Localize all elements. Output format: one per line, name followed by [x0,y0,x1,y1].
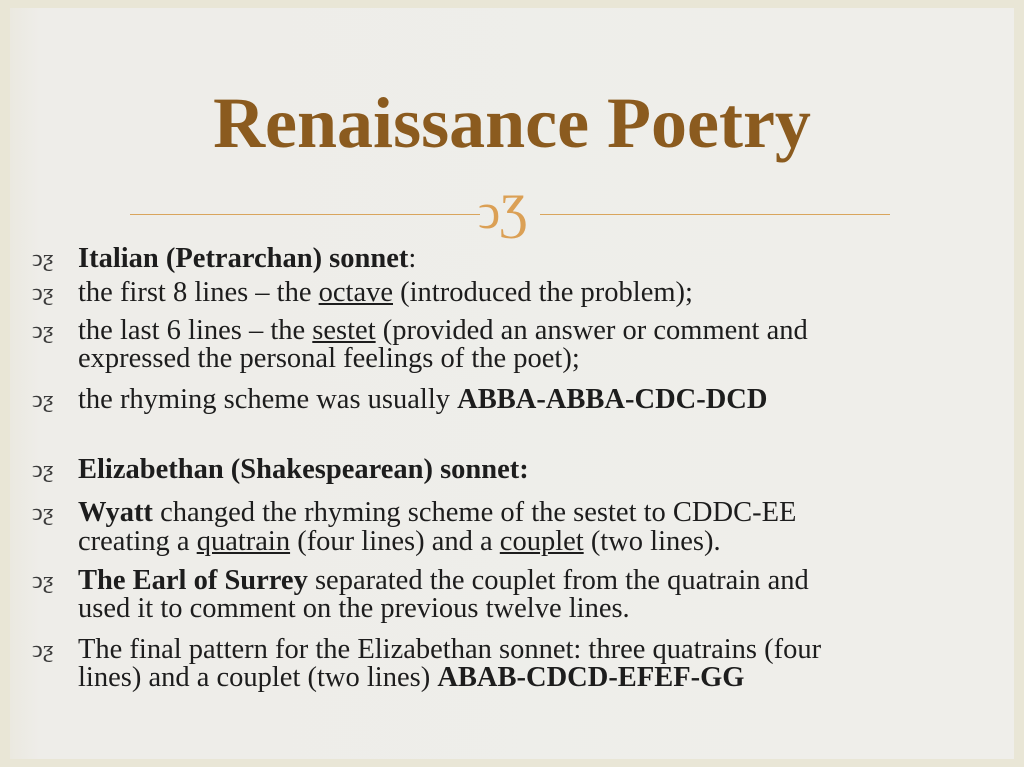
text-run: separated the couplet from the quatrain and [307,565,809,596]
list-item-line [78,593,630,625]
text-run: the first 8 lines – the [78,277,319,308]
slide-title: Renaissance Poetry [213,83,811,163]
list-item-line [78,526,721,558]
text-run: the rhyming scheme was usually [78,384,458,415]
text-run: octave [318,277,393,308]
text-run: ABBA-ABBA-CDC-DCD [457,384,768,415]
list-item-line [78,343,580,375]
text-run: creating a [78,526,197,557]
ornament-icon: ↄƷ [478,183,528,239]
text-run: (four lines) and a [290,526,500,557]
divider-left [130,214,480,215]
text-run: : [408,243,417,274]
text-run: (introduced the problem); [393,277,693,308]
divider-right [540,214,890,215]
list-item-line [78,243,416,275]
text-run: couplet [499,526,584,557]
text-run: lines) and a couplet (two lines) [78,662,438,693]
list-item-line [78,662,744,694]
text-run: (two lines). [583,526,721,557]
text-run: sestet [312,315,376,346]
bullet-icon: ↄƺ [32,568,54,594]
bullet-icon: ↄƺ [32,500,54,526]
text-run: quatrain [196,526,291,557]
text-run: the last 6 lines – the [78,315,313,346]
list-item-line [78,277,693,309]
list-item-line [78,384,767,416]
list-item-line [78,497,796,529]
bullet-icon: ↄƺ [32,387,54,413]
text-run: Wyatt [78,497,153,528]
text-run: Italian (Petrarchan) sonnet [78,243,409,274]
text-run: The final pattern for the Elizabethan sonnet: three quatrains (four [78,634,822,665]
bullet-icon: ↄƺ [32,246,54,272]
text-run: Elizabethan (Shakespearean) sonnet: [78,454,529,485]
text-run: ABAB-CDCD-EFEF-GG [437,662,745,693]
text-run: (provided an answer or comment and [375,315,808,346]
text-run: changed the rhyming scheme of the sestet to CDDC-EE [152,497,797,528]
bullet-icon: ↄƺ [32,280,54,306]
text-run: The Earl of Surrey [78,565,308,596]
list-item-line [78,454,529,486]
bullet-icon: ↄƺ [32,457,54,483]
text-run: used it to comment on the previous twelve lines. [78,593,630,624]
bullet-icon: ↄƺ [32,637,54,663]
text-run: expressed the personal feelings of the poet); [78,343,580,374]
bullet-icon: ↄƺ [32,318,54,344]
